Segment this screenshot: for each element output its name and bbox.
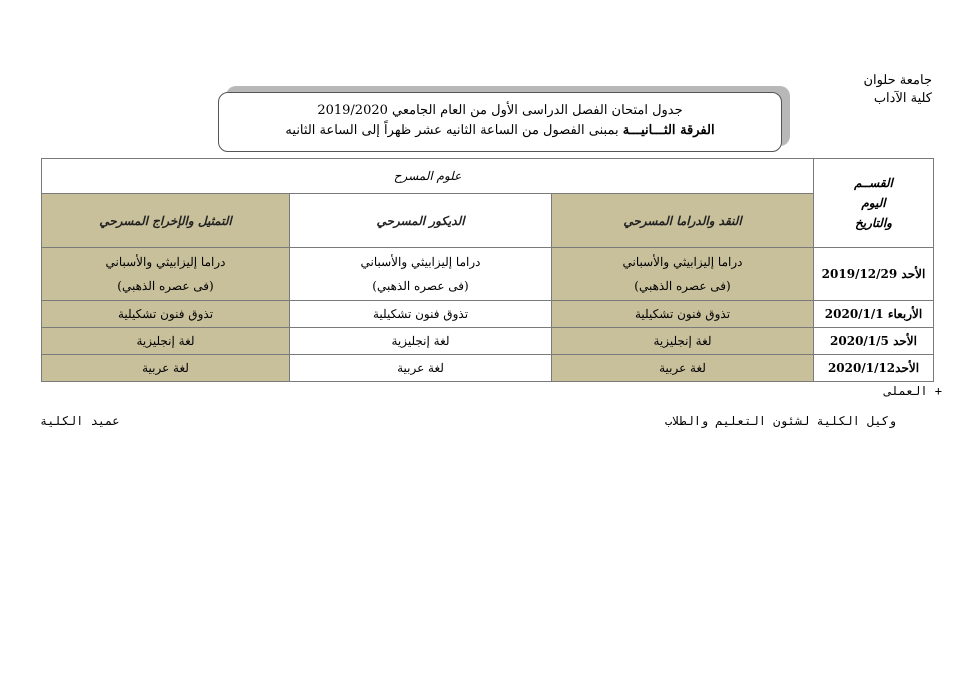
table-row — [42, 355, 934, 382]
division-header: التمثيل والإخراج المسرحي — [42, 194, 290, 248]
exam-subject-note: (فى عصره الذهبي) — [372, 279, 469, 293]
exam-cell: لغة عربية — [290, 355, 552, 382]
exam-cell — [552, 248, 814, 301]
vice-dean-signature: وكيل الكلية لشئون التعليم والطلاب — [664, 414, 896, 428]
exam-cell: لغة عربية — [42, 355, 290, 382]
day-date-cell — [814, 301, 934, 328]
day-name: الأحد — [895, 361, 920, 375]
time-location: بمبنى الفصول من الساعة الثانيه عشر ظهراً إلى الساعة الثانيه — [285, 123, 623, 138]
exam-cell — [42, 248, 290, 301]
practical-note: + العملى — [884, 384, 942, 398]
exam-cell: تذوق فنون تشكيلية — [42, 301, 290, 328]
exam-cell: لغة عربية — [552, 355, 814, 382]
exam-subject: دراما إليزابيثي والأسباني — [105, 255, 226, 269]
dean-signature: عميد الكلية — [40, 414, 120, 428]
division-header: الديكور المسرحي — [290, 194, 552, 248]
exam-subject: دراما إليزابيثي والأسباني — [360, 255, 481, 269]
day-date-cell — [814, 355, 934, 382]
exam-date: 2020/1/12 — [827, 361, 896, 375]
exam-cell: لغة إنجليزية — [552, 328, 814, 355]
year-label: الفرقة الثـــانيـــة — [622, 123, 715, 138]
division-header-row — [42, 194, 934, 248]
exam-cell: تذوق فنون تشكيلية — [290, 301, 552, 328]
department-header: علوم المسرح — [42, 159, 814, 194]
exam-subject-note: (فى عصره الذهبي) — [634, 279, 731, 293]
table-row — [42, 328, 934, 355]
corner-label-date: والتاريخ — [855, 216, 892, 230]
title-box — [218, 92, 782, 152]
exam-cell: لغة إنجليزية — [42, 328, 290, 355]
day-name: الأحد — [893, 334, 917, 348]
exam-date: 2019/12/29 — [821, 267, 898, 281]
exam-subject: دراما إليزابيثي والأسباني — [622, 255, 743, 269]
division-header: النقد والدراما المسرحي — [552, 194, 814, 248]
schedule-subtitle — [219, 121, 781, 141]
table-row — [42, 248, 934, 301]
corner-header — [814, 159, 934, 248]
exam-cell — [290, 248, 552, 301]
exam-cell: تذوق فنون تشكيلية — [552, 301, 814, 328]
faculty-name: كلية الآداب — [873, 91, 932, 106]
day-date-cell — [814, 328, 934, 355]
schedule-title: جدول امتحان الفصل الدراسى الأول من العام الجامعي 2019/2020 — [317, 103, 683, 118]
department-row — [42, 159, 934, 194]
day-name: الأربعاء — [887, 307, 923, 321]
day-name: الأحد — [901, 267, 926, 281]
day-date-cell — [814, 248, 934, 301]
exam-subject-note: (فى عصره الذهبي) — [117, 279, 214, 293]
exam-date: 2020/1/5 — [830, 334, 889, 348]
exam-cell: لغة إنجليزية — [290, 328, 552, 355]
university-name: جامعة حلوان — [863, 73, 932, 88]
corner-label-dept: القســم — [854, 176, 893, 190]
exam-date: 2020/1/1 — [824, 307, 884, 321]
table-row — [42, 301, 934, 328]
corner-label-day: اليوم — [861, 196, 886, 210]
exam-schedule-table — [41, 158, 934, 382]
institution-header — [772, 72, 932, 108]
